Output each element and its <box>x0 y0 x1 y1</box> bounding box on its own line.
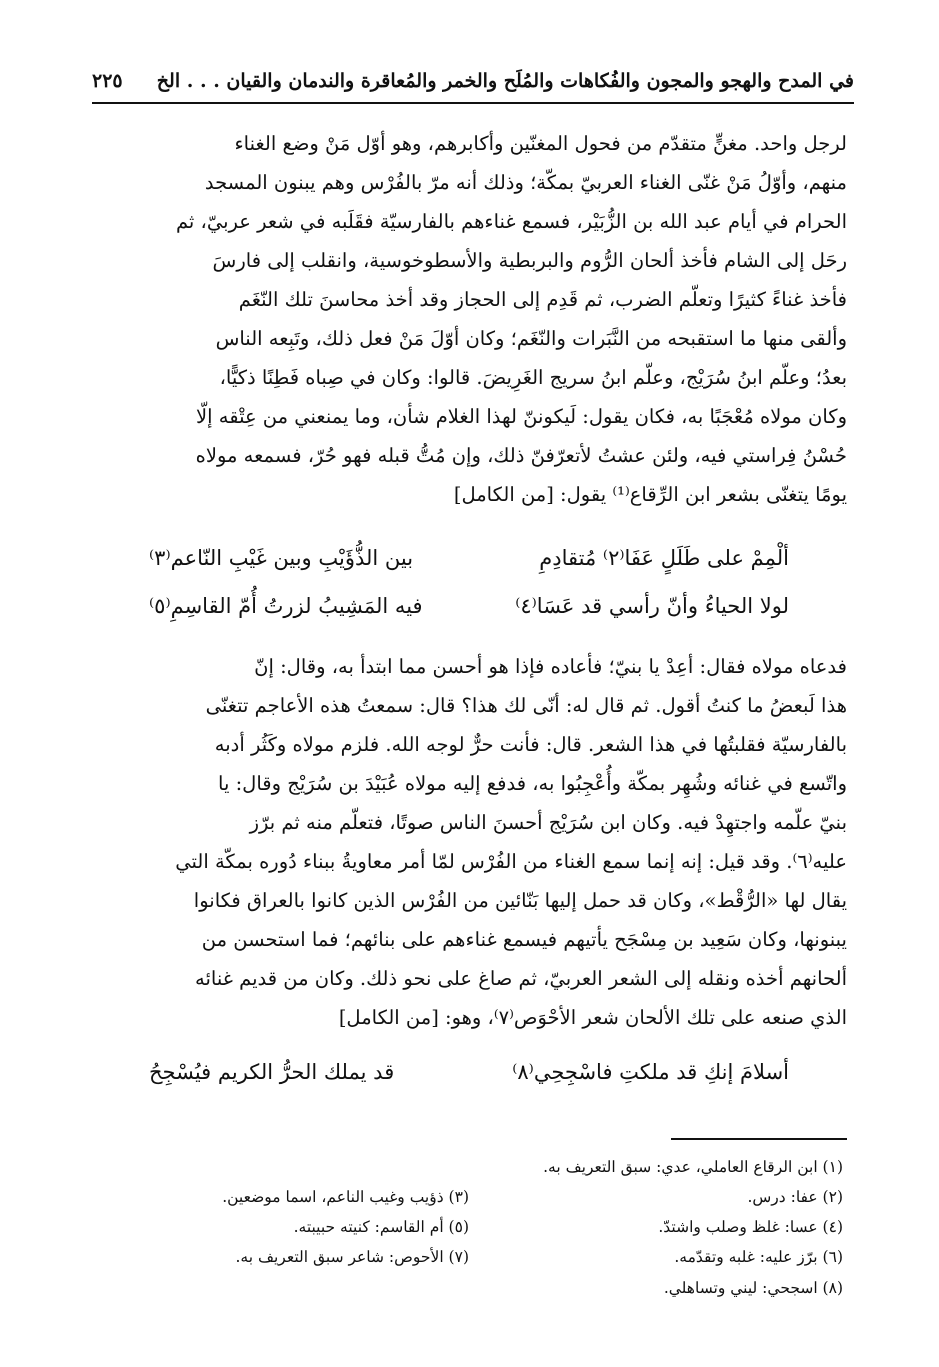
footnote-3: (٣) ذؤيب وغيب الناعم، اسما موضعين. <box>222 1188 469 1206</box>
text-line: لرجل واحد. مغنٍّ متقدّم من فحول المغنّين وأكابرهم، وهو أوّل مَنْ وضع الغناء <box>234 132 847 155</box>
verse-second-hemistich: قد يملك الحرُّ الكريم فيُسْجِحُ <box>149 1060 395 1084</box>
text-line: منهم، وأوّلُ مَنْ غنّى الغناء العربيّ بمكّة؛ وذلك أنه مرّ بالفُرْس وهم يبنون المسجد <box>204 171 847 194</box>
footnote-4: (٤) عسا: غلظ وصلب واشتدّ. <box>658 1218 843 1236</box>
header-rule <box>92 102 854 104</box>
footnote-1: (١) ابن الرقاع العاملي، عدي: سبق التعريف به. <box>543 1158 843 1176</box>
paragraph-1 <box>95 124 847 514</box>
footnote-8: (٨) اسجحي: ليني وتساهلي. <box>663 1279 843 1297</box>
text-line: ألحانهم أخذه ونقله إلى الشعر العربيّ، ثم صاغ على نحو ذلك. وكان من قديم غنائه <box>195 967 847 990</box>
text-line: رحَل إلى الشام فأخذ ألحان الرُّوم والبربطية والأسطوخوسية، وانقلب إلى فارسَ <box>212 249 847 272</box>
text-line: واتّسع في غنائه وشُهِر بمكّة وأُعْجِبُوا به، فدفع إليه مولاه عُبَيْدَ بن سُرَيْج وقال: يا <box>218 772 847 795</box>
text-line: بنيّ علّمه واجتهِدْ فيه. وكان ابن سُرَيْج أحسنَ الناس صوتًا، فتعلّم منه ثم برّز <box>249 811 847 834</box>
verse-first-hemistich: أسلامَ إنكِ قد ملكتِ فاسْجِحِي⁽٨⁾ <box>512 1060 789 1084</box>
text-line: فأخذ غناءً كثيرًا وتعلّم الضرب، ثم قَدِم إلى الحجاز وقد أخذ محاسنَ تلك النّغَم <box>238 288 847 311</box>
footnote-rule <box>671 1138 847 1140</box>
paragraph-2 <box>95 647 847 1037</box>
text-line: عليه⁽٦⁾. وقد قيل: إنه إنما سمع الغناء من الفُرْس لمّا أمر معاويةُ ببناء دُوره بمكّة التي <box>175 850 847 873</box>
running-header <box>92 64 854 104</box>
text-line: الذي صنعه على تلك الألحان شعر الأحْوَص⁽٧⁾، وهو: [من الكامل] <box>338 1006 847 1029</box>
text-line: وألقى منها ما استقبحه من النَّبَرات والنّغَم؛ وكان أوّلَ مَنْ فعل ذلك، وتَبِعه الناس <box>215 327 847 350</box>
verse-line <box>149 1060 789 1104</box>
page-number: ٢٢٥ <box>92 70 123 92</box>
footnote-5: (٥) أم القاسم: كنيته حبيبته. <box>293 1218 469 1236</box>
verse-first-hemistich: ألْمِمْ على طَلَلٍ عَفَا⁽٢⁾ مُتقادِمِ <box>539 546 789 570</box>
running-title: في المدح والهجو والمجون والفُكاهات والمُلَح والخمر والمُعاقرة والندمان والقيان . . . الخ <box>156 70 854 92</box>
text-line: حُسْنُ فِراستي فيه، ولئن عشتُ لأتعرّفنّ ذلك، وإن مُتُّ قبله فهو حُرّ، فسمعه مولاه <box>195 444 847 467</box>
text-line: بالفارسيّة فقلبتُها في هذا الشعر. قال: فأنت حرٌّ لوجه الله. فلزم مولاه وكَثُر أدبه <box>214 733 847 756</box>
verse-line <box>149 594 789 638</box>
text-line: يقال لها «الرُّقْط»، وكان قد حمل إليها بَنّائين من الفُرْس الذين كانوا بالعراق فكانوا <box>193 889 847 912</box>
text-line: يبنونها، وكان سَعِيد بن مِسْجَح يأتيهم فيسمع غناءهم على بنائهم؛ فما استحسن من <box>201 928 847 951</box>
footnote-2: (٢) عفا: درس. <box>747 1188 843 1206</box>
text-line: يومًا يتغنّى بشعر ابن الرِّقاع⁽¹⁾ يقول: [من الكامل] <box>453 483 847 506</box>
text-line: بعدُ؛ وعلّم ابنُ سُرَيْج، وعلّم ابنُ سريج الغَرِيضَ. قالوا: وكان في صِباه فَطِنًا ذكيًّا، <box>219 366 847 389</box>
text-line: هذا لَبعضُ ما كنتُ أقول. ثم قال له: أنّى لك هذا؟ قال: سمعتُ هذه الأعاجم تتغنّى <box>205 694 847 717</box>
text-line: الحرام في أيام عبد الله بن الزُّبَيْر، فسمع غناءهم بالفارسيّة فقَلَبه في شعر عربيّ، ثم <box>175 210 847 233</box>
footnote-6: (٦) برّز عليه: غلبه وتقدّمه. <box>674 1248 843 1266</box>
verse-first-hemistich: لولا الحياءُ وأنّ رأسي قد عَسَا⁽٤⁾ <box>515 594 789 618</box>
verse-second-hemistich: فيه المَشِيبُ لزرتُ أُمّ القاسِمِ⁽٥⁾ <box>149 594 423 618</box>
text-line: وكان مولاه مُعْجَبًا به، فكان يقول: لَيكوننّ لهذا الغلام شأن، وما يمنعني من عِتْقه إلّا <box>196 405 847 428</box>
text-line: فدعاه مولاه فقال: أعِدْ يا بنيّ؛ فأعاده فإذا هو أحسن مما ابتدأ به، وقال: إنّ <box>254 655 847 678</box>
verse-second-hemistich: بين الذُّؤَيْبِ وبين غَيْبِ النّاعم⁽٣⁾ <box>149 546 414 570</box>
footnote-7: (٧) الأحوص: شاعر سبق التعريف به. <box>235 1248 469 1266</box>
verse-line <box>149 546 789 590</box>
